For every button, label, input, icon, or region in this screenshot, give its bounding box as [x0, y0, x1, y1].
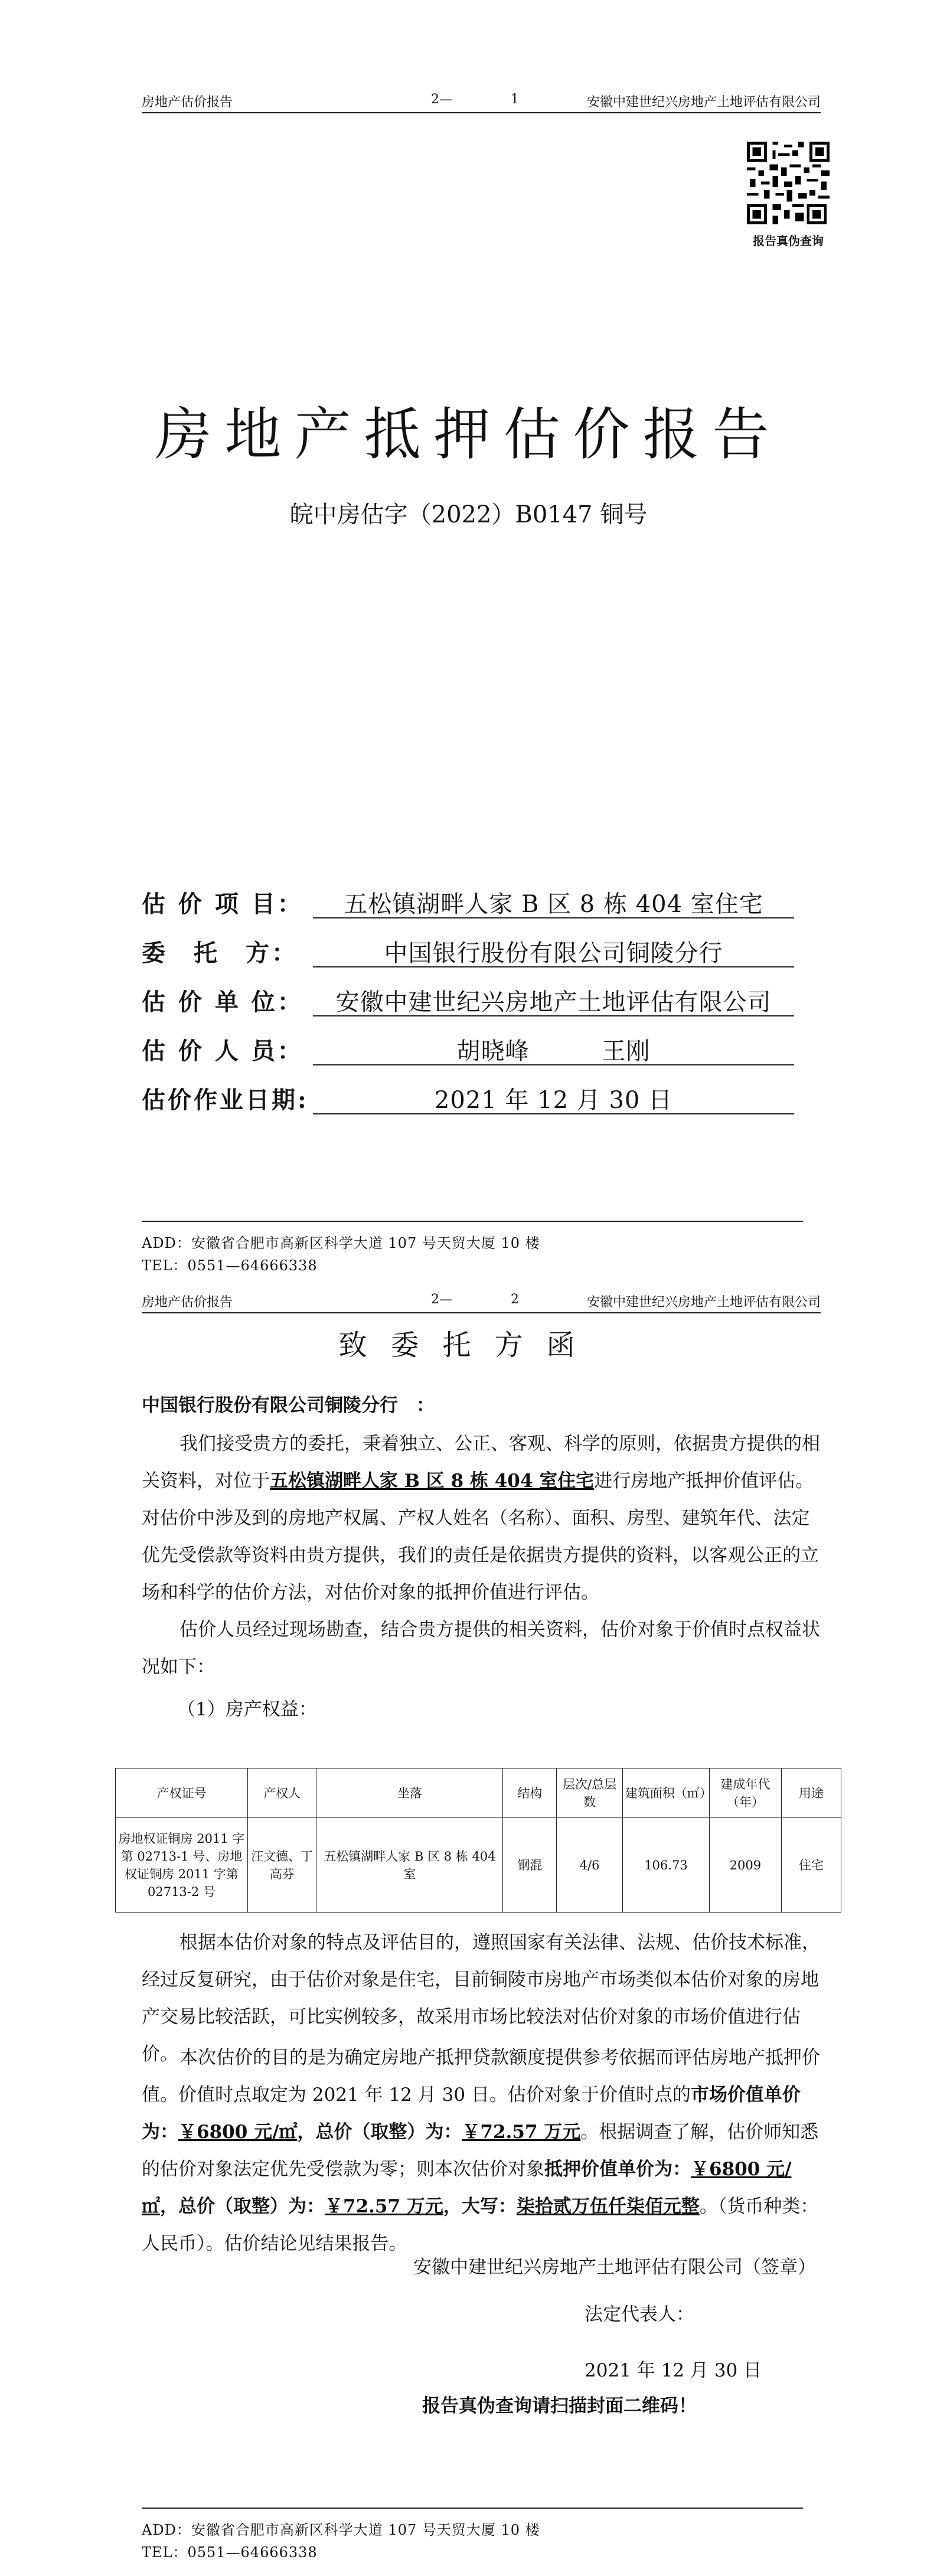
info-label: 估 价 项 目： — [142, 890, 303, 918]
table-cell: 钢混 — [503, 1818, 557, 1913]
header-right: 安徽中建世纪兴房地产土地评估有限公司 — [586, 95, 821, 110]
info-value: 胡晓峰 王刚 — [313, 1032, 794, 1065]
addressee: 中国银行股份有限公司铜陵分行 ： — [142, 1395, 435, 1416]
page-header — [142, 1289, 821, 1313]
property-address: 五松镇湖畔人家 B 区 8 栋 404 室住宅 — [270, 1470, 595, 1492]
info-row-appraisers — [142, 1032, 803, 1068]
signature-representative: 法定代表人： — [585, 2304, 694, 2325]
table-cell: 五松镇湖畔人家 B 区 8 栋 404 室 — [316, 1818, 503, 1913]
rights-label: （1）房产权益： — [177, 1699, 317, 1720]
table-header: 产权证号 — [116, 1768, 248, 1818]
footer-address: ADD：安徽省合肥市高新区科学大道 107 号天贸大厦 10 楼 — [142, 1235, 540, 1251]
market-unit-price: ￥6800 元/㎡ — [178, 2121, 298, 2143]
report-title: 房地产抵押估价报告 — [155, 401, 782, 468]
info-label: 委 托 方： — [142, 939, 298, 967]
table-header-row — [116, 1768, 841, 1818]
header-page-number: 1 — [511, 92, 519, 107]
table-cell: 住宅 — [781, 1818, 841, 1913]
paragraph-text: 。（货币种类：人民币）。估价结论见结果报告。 — [142, 2196, 819, 2254]
table-header: 层次/总层数 — [557, 1768, 622, 1818]
qr-caption: 报告真伪查询 — [753, 234, 824, 248]
header-dash: 2— — [431, 92, 452, 107]
info-label: 估价作业日期: — [142, 1086, 309, 1114]
paragraph-intro — [142, 1426, 827, 1611]
table-cell: 4/6 — [557, 1818, 622, 1913]
table-header: 结构 — [503, 1768, 557, 1818]
document-number: 皖中房估字（2022）B0147 铜号 — [289, 501, 648, 528]
info-label: 估 价 人 员： — [142, 1037, 303, 1065]
table-cell: 房地权证铜房 2011 字第 02713-1 号、房地权证铜房 2011 字第 02713-2 号 — [116, 1818, 248, 1913]
market-unit-price-label: 市场价值单价为： — [142, 2084, 801, 2143]
paragraph-conclusion — [142, 2039, 827, 2263]
info-value: 2021 年 12 月 30 日 — [313, 1081, 794, 1114]
paragraph-survey: 估价人员经过现场勘查，结合贵方提供的相关资料，估价对象于价值时点权益状况如下： — [142, 1619, 820, 1678]
paragraph-method: 根据本估价对象的特点及评估目的，遵照国家有关法律、法规、估价技术标准，经过反复研究，由于估价对象是住宅，目前铜陵市房地产市场类似本估价对象的房地产交易比较活跃，可比实例较多，故采用市场比较法对估价对象的市场价值进行估价。 — [142, 1932, 820, 2065]
signature-company: 安徽中建世纪兴房地产土地评估有限公司（签章） — [413, 2257, 816, 2278]
table-header: 建成年代（年） — [710, 1768, 782, 1818]
footer-address: ADD：安徽省合肥市高新区科学大道 107 号天贸大厦 10 楼 — [142, 2522, 540, 2538]
header-page-number: 2 — [511, 1292, 519, 1307]
info-row-appraiser-firm — [142, 983, 803, 1019]
table-cell: 106.73 — [622, 1818, 709, 1913]
page-header — [142, 89, 821, 113]
footer-rule — [142, 2508, 803, 2509]
paragraph-text: 。根据调查了解，估价师知悉的估价对象法定优先受偿款为零；则本次估价对象 — [142, 2121, 819, 2180]
table-header: 产权人 — [247, 1768, 316, 1818]
table-cell: 2009 — [710, 1818, 782, 1913]
header-left: 房地产估价报告 — [142, 95, 233, 110]
mortgage-unit-price-label: 抵押价值单价为： — [544, 2159, 691, 2180]
mortgage-total-label: ，总价（取整）为： — [160, 2196, 325, 2217]
info-row-date — [142, 1081, 803, 1117]
paragraph-text: 进行房地产抵押价值评估。对估价中涉及到的房地产权属、产权人姓名（名称）、面积、房型、建筑年代、法定优先受偿款等资料由贵方提供，我们的责任是依据贵方提供的资料，以客观公正的立场和科学的估价方法，对估价对象的抵押价值进行评估。 — [142, 1470, 819, 1603]
mortgage-total-price: ￥72.57 万元 — [325, 2196, 443, 2217]
table-header: 用途 — [781, 1768, 841, 1818]
info-value: 安徽中建世纪兴房地产土地评估有限公司 — [313, 983, 794, 1016]
paragraph-text: 本次估价的目的是为确定房地产抵押贷款额度提供参考依据而评估房地产抵押价值。价值时点取定为 2021 年 12 月 30 日。估价对象于价值时点的 — [142, 2047, 820, 2106]
property-rights-table — [115, 1768, 841, 1913]
letter-title: 致委托方函 — [338, 1329, 599, 1362]
info-row-project — [142, 885, 803, 921]
footer-phone: TEL：0551—64666338 — [142, 2544, 318, 2561]
info-value: 中国银行股份有限公司铜陵分行 — [313, 934, 794, 967]
table-header: 坐落 — [316, 1768, 503, 1818]
info-row-client — [142, 934, 803, 970]
table-row — [116, 1818, 841, 1913]
verify-note: 报告真伪查询请扫描封面二维码！ — [422, 2395, 697, 2417]
paragraph-text: 我们接受贵方的委托，秉着独立、公正、客观、科学的原则，依据贵方提供的相关资料，对位于 — [142, 1433, 820, 1492]
footer-rule — [142, 1221, 803, 1222]
market-total-label: ，总价（取整）为： — [297, 2121, 462, 2143]
table-cell: 汪文德、丁高芬 — [247, 1818, 316, 1913]
mortgage-unit-price: ￥6800 元/㎡ — [142, 2159, 792, 2217]
capital-amount-label: ，大写： — [443, 2196, 517, 2217]
qr-code-icon[interactable] — [747, 142, 830, 224]
info-label: 估 价 单 位： — [142, 988, 303, 1016]
info-value: 五松镇湖畔人家 B 区 8 栋 404 室住宅 — [313, 885, 794, 918]
signature-date: 2021 年 12 月 30 日 — [585, 2360, 762, 2381]
footer-phone: TEL：0551—64666338 — [142, 1257, 318, 1274]
table-header: 建筑面积（㎡） — [622, 1768, 709, 1818]
market-total-price: ￥72.57 万元 — [462, 2121, 581, 2143]
header-dash: 2— — [431, 1292, 452, 1307]
header-right: 安徽中建世纪兴房地产土地评估有限公司 — [586, 1295, 821, 1310]
header-left: 房地产估价报告 — [142, 1295, 233, 1310]
cover-page — [0, 0, 937, 1284]
capital-amount: 柒拾贰万伍仟柒佰元整 — [516, 2196, 700, 2217]
